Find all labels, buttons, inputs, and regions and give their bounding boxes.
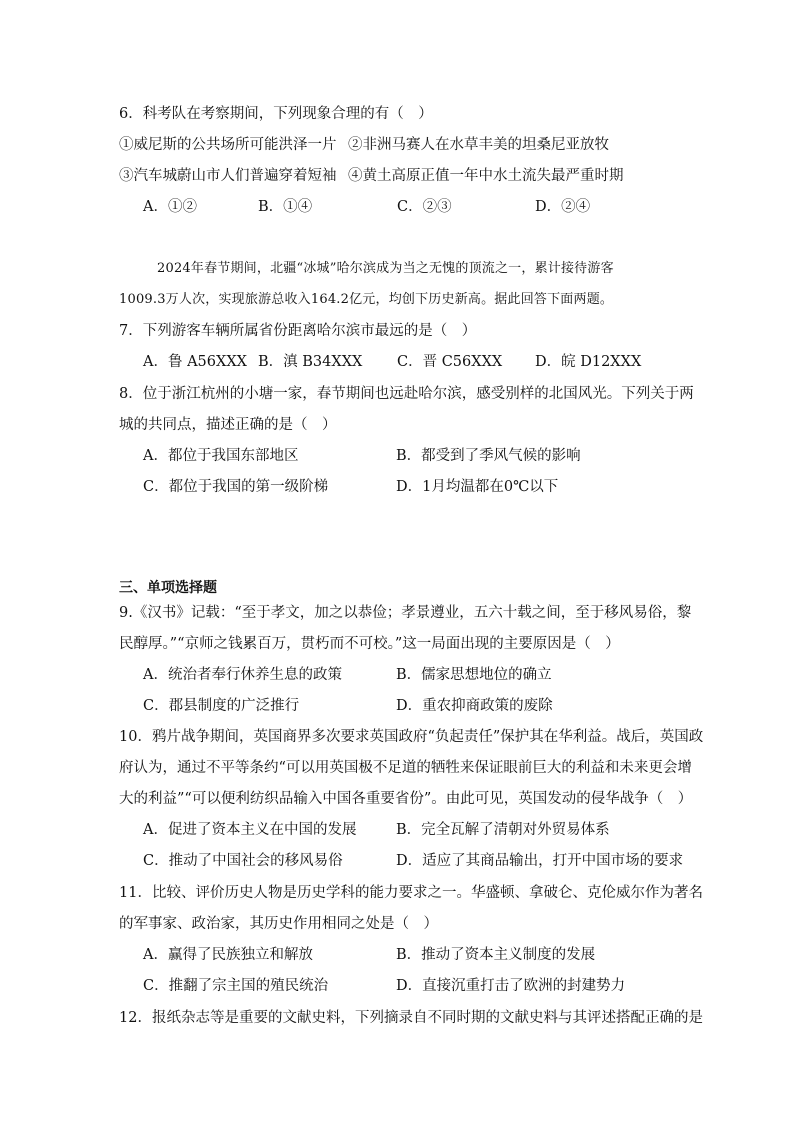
q6-option-b: B．①④ (258, 199, 313, 215)
q7-option-c: C．晋 C56XXX (397, 354, 503, 370)
q8-option-b: B．都受到了季风气候的影响 (396, 448, 581, 464)
q9-option-b: B．儒家思想地位的确立 (396, 667, 552, 683)
q6-statement-1: ①威尼斯的公共场所可能洪泽一片 (119, 137, 337, 153)
q11-stem-line-2: 的军事家、政治家，其历史作用相同之处是（ ） (119, 916, 438, 932)
q12-stem-line-1: 12．报纸杂志等是重要的文献史料，下列摘录自不同时期的文献史料与其评述搭配正确的是 (119, 1010, 703, 1026)
q11-option-a: A．赢得了民族独立和解放 (143, 947, 313, 963)
q6-statement-4: ④黄土高原正值一年中水土流失最严重时期 (348, 168, 624, 184)
q6-option-c: C．②③ (397, 199, 452, 215)
q8-option-a: A．都位于我国东部地区 (143, 448, 299, 464)
q10-stem-line-3: 大的利益”“可以便利纺织品输入中国各重要省份”。由此可见，英国发动的侵华战争（ ） (119, 791, 693, 807)
q7-option-a: A．鲁 A56XXX (143, 354, 247, 370)
q10-option-d: D．适应了其商品输出，打开中国市场的要求 (396, 853, 684, 869)
q8-stem-line-2: 城的共同点，描述正确的是（ ） (119, 417, 337, 433)
q11-option-d: D．直接沉重打击了欧洲的封建势力 (396, 978, 626, 994)
q6-statement-2: ②非洲马赛人在水草丰美的坦桑尼亚放牧 (348, 137, 609, 153)
q7-option-b: B．滇 B34XXX (258, 354, 363, 370)
q9-option-a: A．统治者奉行休养生息的政策 (143, 667, 342, 683)
q7-option-d: D．皖 D12XXX (535, 354, 642, 370)
q10-stem-line-1: 10．鸦片战争期间，英国商界多次要求英国政府“负起责任”保护其在华利益。战后，英国政 (119, 729, 704, 745)
q11-stem-line-1: 11．比较、评价历史人物是历史学科的能力要求之一。华盛顿、拿破仑、克伦威尔作为著名 (119, 885, 703, 901)
q9-stem-line-2: 民醇厚。”“京师之钱累百万，贯朽而不可校。”这一局面出现的主要原因是（ ） (119, 636, 620, 652)
q11-option-b: B．推动了资本主义制度的发展 (396, 947, 596, 963)
q10-option-a: A．促进了资本主义在中国的发展 (143, 822, 357, 838)
q8-stem-line-1: 8．位于浙江杭州的小塘一家，春节期间也远赴哈尔滨，感受别样的北国风光。下列关于两 (119, 386, 694, 402)
material-line-2: 1009.3万人次，实现旅游总收入164.2亿元，均创下历史新高。据此回答下面两题。 (119, 292, 614, 307)
q9-option-d: D．重农抑商政策的废除 (396, 698, 553, 714)
section-heading: 三、单项选择题 (119, 579, 217, 595)
material-line-1: 2024年春节期间，北疆“冰城”哈尔滨成为当之无愧的顶流之一，累计接待游客 (157, 261, 614, 276)
q8-option-c: C．都位于我国的第一级阶梯 (143, 479, 329, 495)
q10-option-b: B．完全瓦解了清朝对外贸易体系 (396, 822, 610, 838)
q9-option-c: C．郡县制度的广泛推行 (143, 698, 300, 714)
q10-stem-line-2: 府认为，通过不平等条约“可以用英国极不足道的牺牲来保证眼前巨大的利益和未来更会增 (119, 760, 692, 776)
q8-option-d: D．1月均温都在0℃以下 (396, 479, 559, 495)
q10-option-c: C．推动了中国社会的移风易俗 (143, 853, 343, 869)
q6-option-a: A．①② (143, 199, 197, 215)
q11-option-c: C．推翻了宗主国的殖民统治 (143, 978, 329, 994)
q6-option-d: D．②④ (535, 199, 591, 215)
q6-statement-3: ③汽车城蔚山市人们普遍穿着短袖 (119, 168, 337, 184)
q9-stem-line-1: 9.《汉书》记载：“至于孝文，加之以恭俭；孝景遵业，五六十载之间，至于移风易俗，黎 (119, 605, 692, 621)
q6-stem: 6．科考队在考察期间，下列现象合理的有（ ） (119, 106, 433, 122)
q7-stem: 7．下列游客车辆所属省份距离哈尔滨市最远的是（ ） (119, 323, 477, 339)
